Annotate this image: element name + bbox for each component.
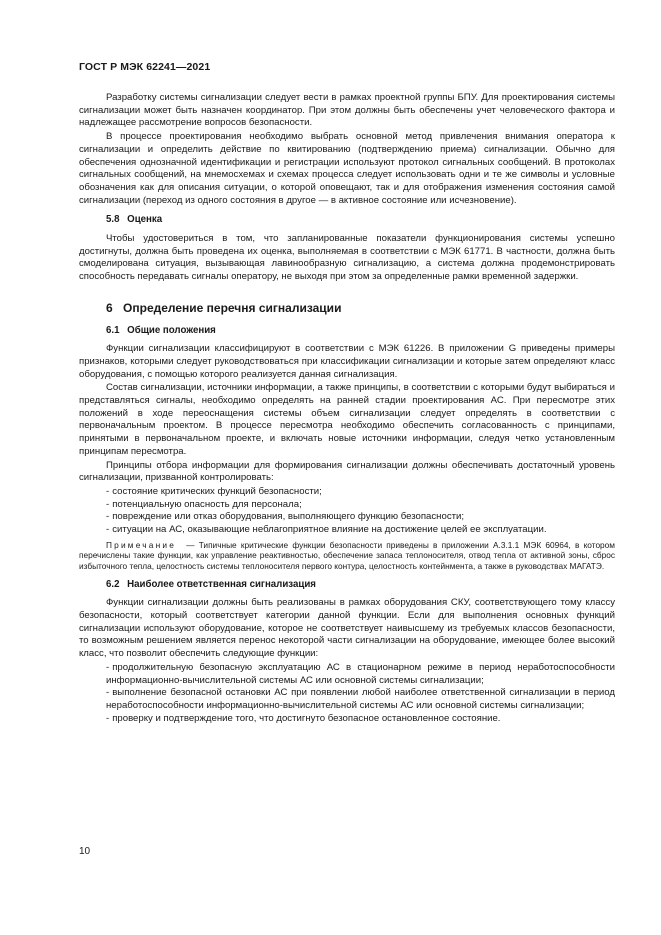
paragraph: Чтобы удостовериться в том, что запланированные показатели функционирования системы успешно достигнуты, должна быть проведена их оценка, выполняемая в соответствии с МЭК 61771. В частности, должна быть смоделирована ситуация, вызывающая лавинообразную сигнализацию, а система должна продемонстрировать способность передавать сигналы оператору, не выходя при этом за определенные рамки временной задержки. <box>79 233 615 283</box>
paragraph: Разработку системы сигнализации следует вести в рамках проектной группы БПУ. Для проектирования системы сигнализации может быть назначен координатор. При этом должны быть обеспечены учет человеческого фактора и надлежащее рассмотрение вопросов безопасности. <box>79 92 615 129</box>
section-heading-6-2 <box>106 579 615 592</box>
dash-marker: - <box>106 687 110 699</box>
list-item: - продолжительную безопасную эксплуатацию АС в стационарном режиме в период неработоспособности информационно-вычислительной системы АС или основной системы сигнализации; <box>106 661 615 686</box>
bullet-list <box>79 662 615 726</box>
list-item: - проверку и подтверждение того, что достигнуто безопасное остановленное состояние. <box>106 712 501 724</box>
list-item: - ситуации на АС, оказывающие неблагоприятное влияние на достижение целей ее эксплуатации. <box>106 524 547 536</box>
chapter-number: 6 <box>106 300 113 315</box>
list-item: - повреждение или отказ оборудования, выполняющего функцию безопасности; <box>106 511 465 523</box>
dash-marker: - <box>106 511 110 523</box>
section-number: 6.1 <box>106 324 120 336</box>
page-number: 10 <box>79 846 91 857</box>
list-item: - потенциальную опасность для персонала; <box>106 498 302 510</box>
document-header: ГОСТ Р МЭК 62241—2021 <box>79 61 211 73</box>
paragraph: Принципы отбора информации для формирования сигнализации должны обеспечивать достаточный уровень сигнализации, призванной контролировать: <box>79 459 615 484</box>
document-body <box>79 92 615 725</box>
chapter-heading-6 <box>106 302 615 315</box>
dash-marker: - <box>106 485 110 497</box>
section-number: 5.8 <box>106 214 120 226</box>
section-heading-6-1 <box>106 325 615 338</box>
list-item: - состояние критических функций безопасности; <box>106 485 322 497</box>
paragraph: Функции сигнализации должны быть реализованы в рамках оборудования СКУ, соответствующего тому классу безопасности, который соответствует категории данной функции. Если для выполнения основных функций сигнализации используют оборудование, которое не соответствует наивысшему из требуемых классов безопасности, то возможным решением является перенос некоторой части сигнализации на оборудование, имеющее более высокий класс, что позволит обеспечить следующие функции: <box>79 597 615 660</box>
section-title: Оценка <box>127 214 163 226</box>
note <box>79 540 615 572</box>
section-title: Общие положения <box>127 324 216 336</box>
section-heading-5-8 <box>106 214 615 227</box>
paragraph: В процессе проектирования необходимо выбрать основной метод привлечения внимания оператора к сигнализации и определить действие по квитированию (подтверждению приема) сигнализации. Обычно для обеспечения однозначной идентификации и регистрации используют протокол сигнальных сообщений. В протоколах сигнальных сообщений, на мнемосхемах и схемах процесса следует использовать одни и те же символы и условные обозначения как для описания ситуации, о которой оповещают, так и для отображения изменения состояния самой сигнализации (переход из одного состояния в другое — в активное состояние или исчезновение). <box>79 131 615 206</box>
note-text: — Типичные критические функции безопасности приведены в приложении А.3.1.1 МЭК 60964, в котором перечислены такие функции, как управление реактивностью, обеспечение запаса теплоносителя, отвод тепла от активной зоны, сброс избыточного тепла, целостность системы теплоносителя первого контура, целостность контейнмента, а также в руководствах МАГАТЭ. <box>79 539 615 571</box>
paragraph: Функции сигнализации классифицируют в соответствии с МЭК 61226. В приложении G приведены примеры признаков, которыми следует руководствоваться при классификации сигнализации и которые затем определяют класс оборудования, с помощью которого реализуется данная сигнализация. <box>79 343 615 380</box>
dash-marker: - <box>106 524 110 536</box>
bullet-list <box>79 486 615 537</box>
note-label: Примечание <box>106 539 177 550</box>
dash-marker: - <box>106 661 110 673</box>
dash-marker: - <box>106 498 110 510</box>
dash-marker: - <box>106 712 110 724</box>
paragraph: Состав сигнализации, источники информации, а также принципы, в соответствии с которыми будут выбираться и представляться сигналы, необходимо определять на ранней стадии проектирования АС. При пересмотре этих положений в ходе переоснащения системы объем сигнализации следует определять в соответствии с первоначальным проектом. В процессе пересмотра необходимо обеспечить согласованность с принципами, принятыми в первоначальном проекте, и включать новые источники информации, следуя четко установленным принципам пересмотра. <box>79 382 615 457</box>
list-item: - выполнение безопасной остановки АС при появлении любой наиболее ответственной сигнализации в период неработоспособности информационно-вычислительной системы АС или основной системы сигнализации; <box>106 687 615 711</box>
chapter-title: Определение перечня сигнализации <box>123 300 342 315</box>
section-number: 6.2 <box>106 578 120 590</box>
section-title: Наиболее ответственная сигнализация <box>127 578 316 590</box>
